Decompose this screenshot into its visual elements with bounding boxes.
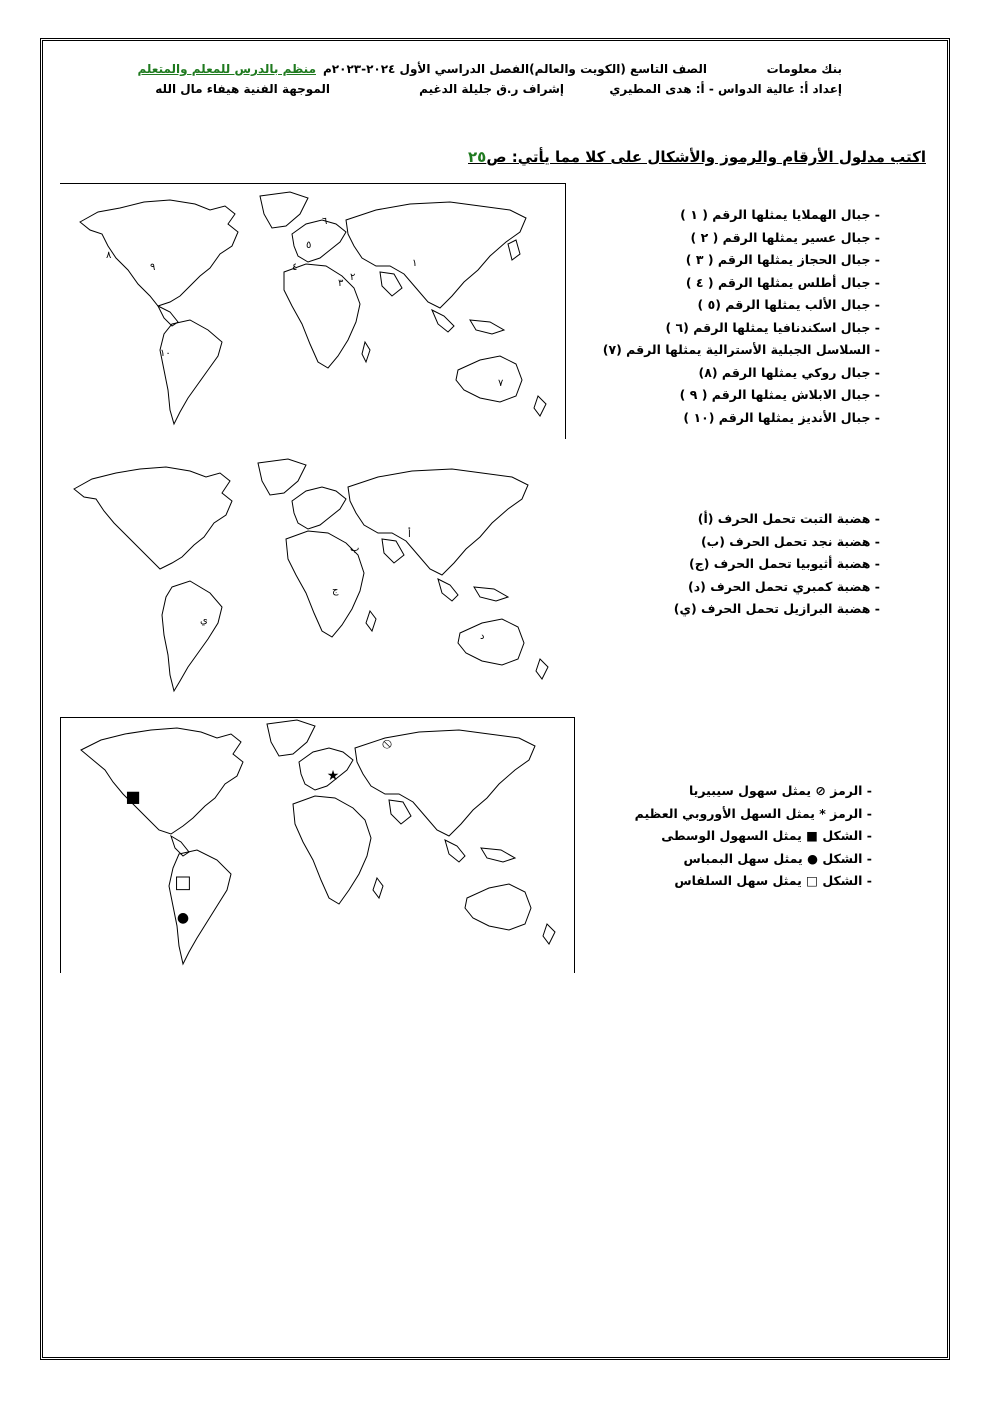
list-item: - الشكل ● يمثل سهل البمباس	[683, 850, 872, 866]
list-item: - جبال روكي يمثلها الرقم (٨)	[698, 364, 880, 380]
list-item: - جبال الأنديز يمثلها الرقم (١٠ )	[683, 409, 880, 425]
list-item: - جبال الابلاش يمثلها الرقم ( ٩ )	[679, 387, 880, 402]
list-item: - هضبة كمبري تحمل الحرف (د)	[688, 578, 880, 594]
list-item: - جبال الحجاز يمثلها الرقم ( ٣ )	[685, 252, 880, 267]
title-page: ٢٥	[468, 148, 487, 166]
world-map-2	[60, 455, 560, 698]
header-supervisor: الموجهة الفنية هيفاء مال الله	[155, 82, 330, 96]
european-plain-symbol: ★	[326, 768, 340, 784]
map1-label-7: ٧	[498, 378, 504, 389]
list-item: - السلاسل الجبلية الأسترالية يمثلها الرقم (٧)	[602, 342, 880, 357]
list-item: - الشكل ■ يمثل السهول الوسطى	[661, 828, 872, 843]
header-supervision: إشراف ر.ق جليلة الدغيم	[419, 82, 564, 96]
header-bank: بنك معلومات	[766, 62, 842, 76]
page-title	[468, 148, 926, 166]
list-item: - هضبة التبت تحمل الحرف (أ)	[697, 511, 880, 526]
list-item: - جبال أطلس يمثلها الرقم ( ٤ )	[685, 274, 880, 290]
map2-label-b: ب	[350, 543, 360, 554]
map1-label-8: ٨	[106, 250, 112, 261]
list-item: - الرمز ⦸ يمثل سهول سيبيريا	[688, 783, 872, 798]
list-item: - الرمز * يمثل السهل الأوروبي العظيم	[634, 805, 872, 821]
map2-label-y: ي	[200, 615, 208, 626]
map1-label-2: ٢	[350, 272, 356, 283]
mountains-list	[603, 204, 880, 429]
list-item: - هضبة نجد تحمل الحرف (ب)	[700, 533, 880, 549]
list-item: - جبال عسير يمثلها الرقم ( ٢ )	[690, 229, 880, 245]
map1-label-3: ٣	[338, 278, 344, 289]
map2-label-j: ج	[332, 585, 339, 596]
map-mountains	[60, 183, 566, 439]
title-text: اكتب مدلول الأرقام والرموز والأشكال على كلا مما يأتي: ص	[486, 148, 926, 166]
header-organizer: منظم بالدرس للمعلم والمتعلم	[137, 62, 316, 76]
list-item: - هضبة البرازيل تحمل الحرف (ي)	[673, 601, 880, 616]
plateaus-list	[674, 508, 880, 621]
map1-label-10: ١٠	[160, 348, 171, 359]
plains-list	[635, 780, 872, 893]
map2-label-a: أ	[408, 529, 411, 540]
world-map-3	[61, 718, 574, 973]
selvas-symbol: □	[174, 872, 192, 893]
world-map-1	[60, 184, 565, 439]
list-item: - الشكل □ يمثل سهل السلفاس	[674, 873, 872, 888]
header-prepared: إعداد أ: عالية الدواس - أ: هدى المطيري	[609, 82, 842, 96]
pampas-symbol: ●	[176, 910, 190, 926]
map1-label-9: ٩	[150, 262, 156, 273]
map1-label-5: ٥	[306, 240, 312, 251]
list-item: - جبال اسكندنافيا يمثلها الرقم (٦ )	[665, 319, 880, 335]
map2-label-d: د	[480, 631, 485, 642]
list-item: - جبال الألب يمثلها الرقم (٥ )	[697, 297, 880, 312]
siberia-symbol: ⦸	[382, 734, 392, 752]
map1-label-6: ٦	[322, 216, 328, 227]
header-grade: الصف التاسع (الكويت والعالم)الفصل الدراسي الأول ٢٠٢٤-٢٠٢٣م	[323, 62, 707, 76]
map-plateaus	[60, 455, 560, 698]
list-item: - هضبة أثيوبيا تحمل الحرف (ج)	[689, 556, 880, 571]
list-item: - جبال الهملايا يمثلها الرقم ( ١ )	[680, 207, 880, 222]
map1-label-4: ٤	[292, 262, 298, 273]
map1-label-1: ١	[412, 258, 418, 269]
map-plains	[60, 717, 575, 973]
central-plains-symbol: ■	[125, 787, 141, 806]
